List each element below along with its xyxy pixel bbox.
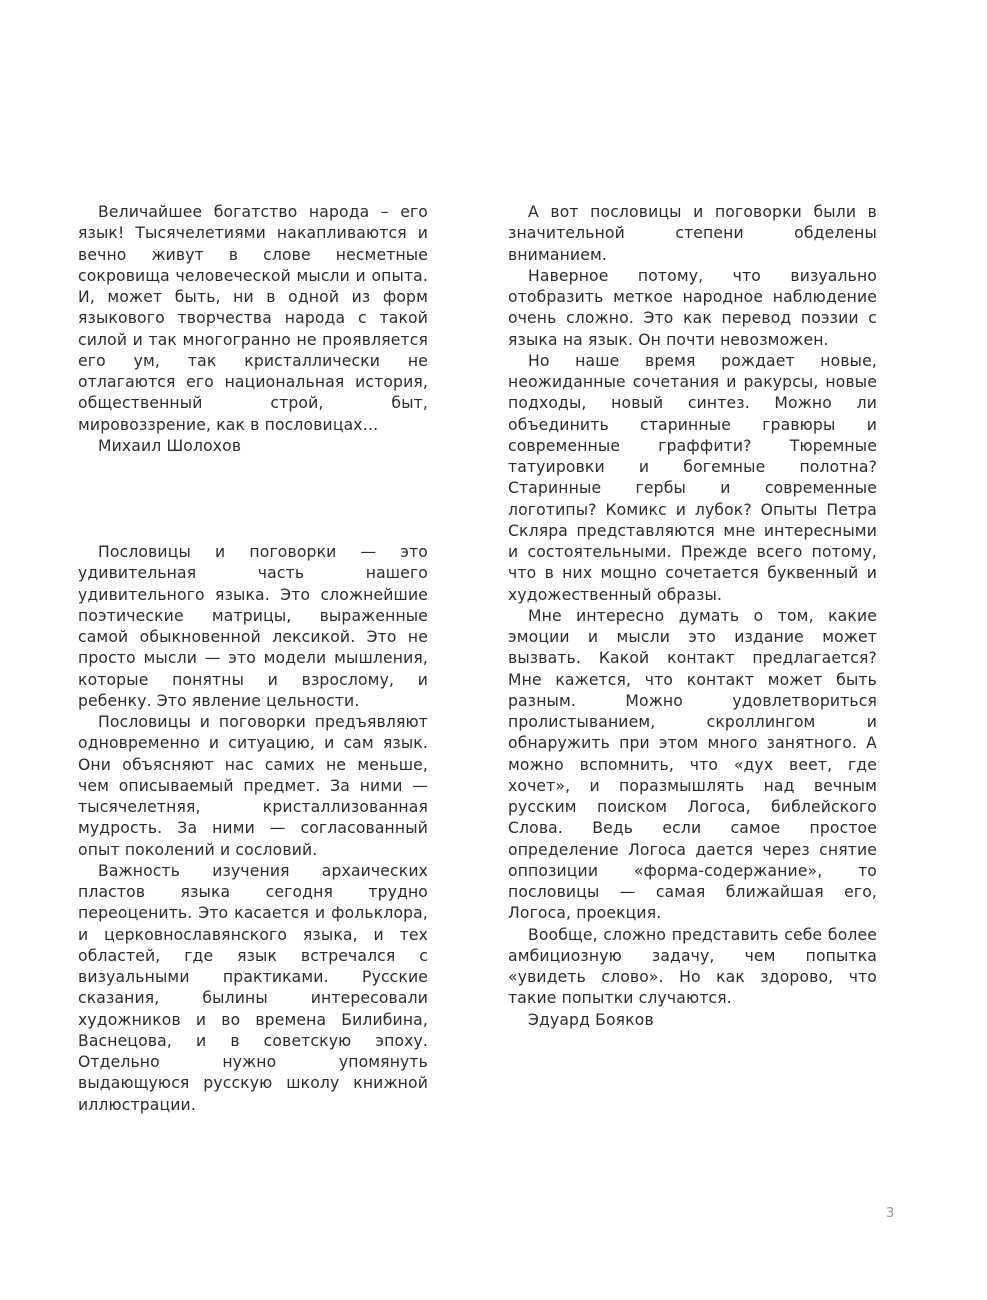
essay-author: Эдуард Бояков [528, 1010, 654, 1029]
essay-paragraph: Наверное потому, что визуально отобразить меткое народное наблюдение очень сложно. Это как перевод поэзии с языка на язык. Он почти невозможен. [508, 266, 877, 349]
epigraph-author: Михаил Шолохов [98, 436, 242, 455]
essay-paragraph: Важность изучения архаических пластов языка сегодня трудно переоценить. Это касается и фольклора, и церковнославянского языка, и тех областей, где язык встречался с визуальными практиками. Русские сказания, былины интересовали художников и во времена Билибина, Васнецова, и в советскую эпоху. Отдельно нужно упомянуть выдающуюся русскую школу книжной иллюстрации. [78, 861, 428, 1114]
essay-paragraph: Мне интересно думать о том, какие эмоции и мысли это издание может вызвать. Какой контакт предлагается? Мне кажется, что контакт может быть разным. Можно удовлетвориться пролистыванием, скроллингом и обнаружить при этом много занятного. А можно вспомнить, что «дух веет, где хочет», и поразмышлять над вечным русским поиском Логоса, библейского Слова. Ведь если самое простое определение Логоса дается через снятие оппозиции «форма-содержание», то пословицы — самая ближайшая его, Логоса, проекция. [508, 606, 877, 923]
page-number: 3 [886, 1206, 895, 1221]
essay-paragraph: Но наше время рождает новые, неожиданные сочетания и ракурсы, новые подходы, новый синтез. Можно ли объединить старинные гравюры и современные граффити? Тюремные татуировки и богемные полотна? Старинные гербы и современные логотипы? Комикс и лубок? Опыты Петра Скляра представляются мне интересными и состоятельными. Прежде всего потому, что в них мощно сочетается буквенный и художественный образы. [508, 351, 877, 604]
column-gap [78, 457, 428, 542]
left-column [78, 202, 428, 1116]
essay-paragraph: А вот пословицы и поговорки были в значительной степени обделены вниманием. [508, 203, 877, 264]
essay-paragraph: Вообще, сложно представить себе более амбициозную задачу, чем попытка «увидеть слово». Но как здорово, что такие попытки случаются. [508, 925, 877, 1008]
essay-paragraph: Пословицы и поговорки предъявляют одновременно и ситуацию, и сам язык. Они объясняют нас самих не меньше, чем описываемый предмет. За ними — тысячелетняя, кристаллизованная мудрость. За ними — согласованный опыт поколений и сословий. [78, 713, 428, 859]
essay-paragraph: Пословицы и поговорки — это удивительная часть нашего удивительного языка. Это сложнейшие поэтические матрицы, выраженные самой обыкновенной лексикой. Это не просто мысли — это модели мышления, которые понятны и взрослому, и ребенку. Это явление цельности. [78, 543, 428, 710]
epigraph-text: Величайшее богатство народа – его язык! Тысячелетиями накапливаются и вечно живут в слове несметные сокровища человеческой мысли и опыта. И, может быть, ни в одной из форм языкового творчества народа с такой силой и так многогранно не проявляется его ум, так кристаллически не отлагаются его национальная история, общественный строй, быт, мировоззрение, как в пословицах… [78, 203, 428, 434]
right-column [508, 202, 877, 1031]
